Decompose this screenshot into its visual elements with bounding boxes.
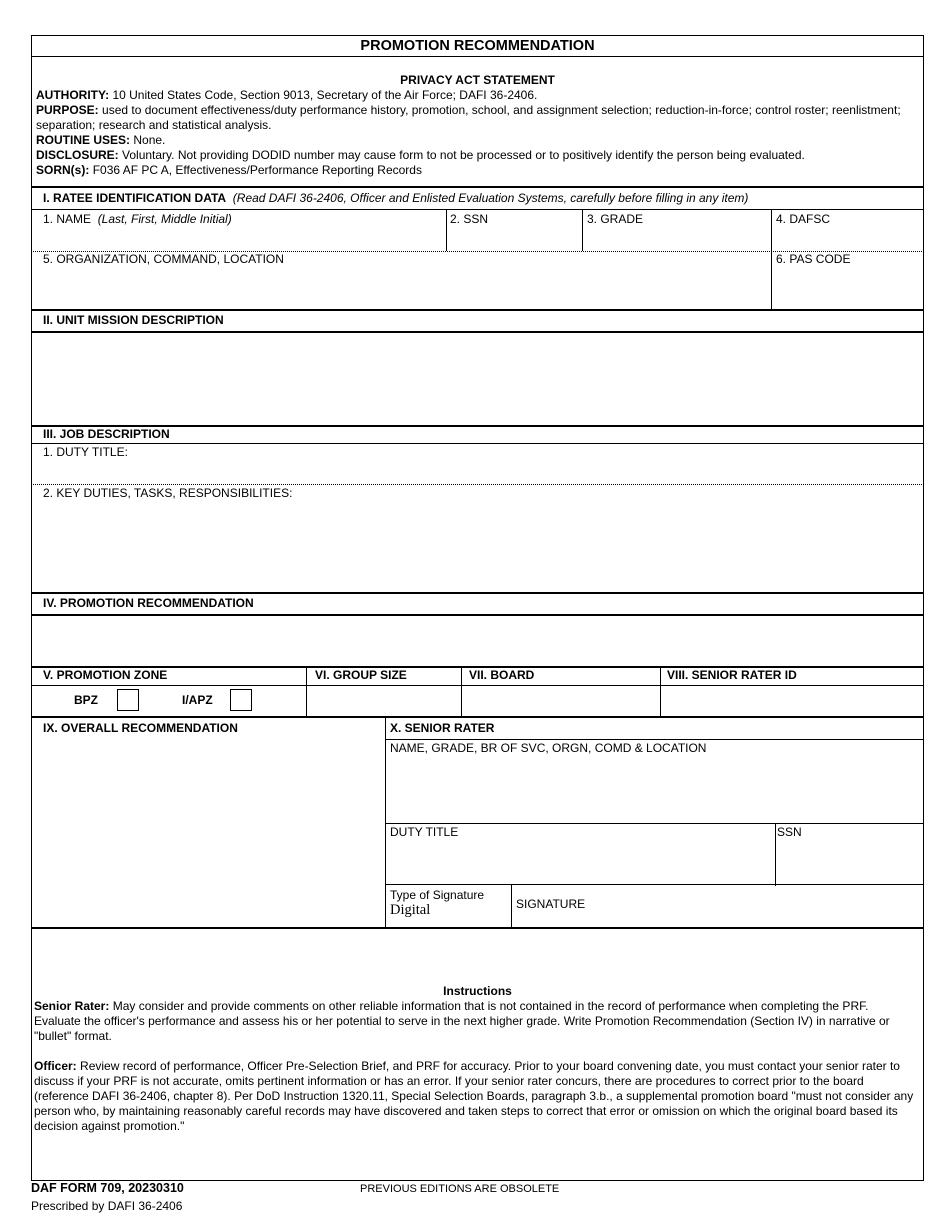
grade-field[interactable]	[584, 228, 769, 250]
dafsc-field[interactable]	[773, 228, 921, 250]
board-field[interactable]	[463, 687, 658, 714]
purpose-text: used to document effectiveness/duty performance history, promotion, school, and assignment selection; reduction-in-force; control roster; reenlistment; separation; research and statistical analysis.	[36, 103, 901, 132]
form-title: PROMOTION RECOMMENDATION	[360, 38, 595, 54]
grade-label: 3. GRADE	[587, 212, 644, 226]
duty-title-label: 1. DUTY TITLE:	[43, 445, 128, 459]
authority-text: 10 United States Code, Section 9013, Secretary of the Air Force; DAFI 36-2406.	[112, 88, 538, 102]
section8-heading: VIII. SENIOR RATER ID	[667, 668, 797, 682]
purpose-label: PURPOSE:	[36, 103, 99, 117]
sig-type-value[interactable]: Digital	[390, 902, 431, 918]
bpz-label: BPZ	[74, 693, 98, 707]
pas-label: 6. PAS CODE	[776, 252, 851, 266]
senior-rater-instructions-text: May consider and provide comments on other reliable information that is not contained in the record of performance when completing the PRF. Evaluate the officer's performance and assess his or her potential to serve in the next higher grade. Write Promotion Recommendation (Section IV) in narrative or "bullet" format.	[34, 999, 890, 1043]
sr-name-label: NAME, GRADE, BR OF SVC, ORGN, COMD & LOCATION	[390, 741, 707, 755]
sr-duty-title-field[interactable]	[388, 841, 772, 883]
section1-note: (Read DAFI 36-2406, Officer and Enlisted Evaluation Systems, carefully before filling in any item)	[232, 191, 749, 205]
iapz-label: I/APZ	[182, 693, 213, 707]
footer-obsolete: PREVIOUS EDITIONS ARE OBSOLETE	[360, 1183, 560, 1195]
bpz-checkbox[interactable]	[117, 689, 139, 711]
duty-title-field[interactable]	[33, 460, 921, 482]
sr-name-field[interactable]	[388, 757, 921, 821]
section2-heading: II. UNIT MISSION DESCRIPTION	[43, 313, 224, 327]
authority-label: AUTHORITY:	[36, 88, 110, 102]
ssn-field[interactable]	[448, 228, 580, 250]
disclosure-label: DISCLOSURE:	[36, 148, 119, 162]
senior-rater-instructions-label: Senior Rater:	[34, 999, 110, 1013]
officer-instructions	[34, 1059, 918, 1134]
sorn-text: F036 AF PC A, Effectiveness/Performance Reporting Records	[92, 163, 422, 177]
footer-form-number: DAF FORM 709, 20230310	[31, 1181, 184, 1195]
disclosure-text: Voluntary. Not providing DODID number may cause form to not be processed or to positively identify the person being evaluated.	[122, 148, 805, 162]
ssn-label: 2. SSN	[450, 212, 489, 226]
footer-prescribed: Prescribed by DAFI 36-2406	[31, 1199, 183, 1213]
group-size-field[interactable]	[308, 687, 459, 714]
org-field[interactable]	[33, 268, 769, 308]
instructions-heading: Instructions	[443, 984, 512, 998]
key-duties-label: 2. KEY DUTIES, TASKS, RESPONSIBILITIES:	[43, 486, 293, 500]
officer-instructions-text: Review record of performance, Officer Pre-Selection Brief, and PRF for accuracy. Prior to your board convening date, you must contact your senior rater to discuss if your PRF is not accurate, omits pertinent information or has an error. If your senior rater concurs, there are procedures to correct prior to the board (reference DAFI 36-2406, chapter 8). Per DoD Instruction 1320.11, Special Selection Boards, paragraph 3.b., a supplemental promotion board "must not consider any person who, by maintaining reasonably careful records may have discovered and taken steps to correct that error or omission on which the original board based its decision against promotion."	[34, 1059, 914, 1133]
officer-instructions-label: Officer:	[34, 1059, 77, 1073]
overall-recommendation-field[interactable]	[33, 741, 383, 925]
name-field[interactable]	[33, 228, 445, 250]
name-label-text: 1. NAME	[43, 212, 92, 226]
senior-rater-instructions	[34, 999, 918, 1044]
privacy-heading: PRIVACY ACT STATEMENT	[400, 73, 555, 87]
promotion-recommendation-field[interactable]	[33, 617, 921, 664]
sr-ssn-field[interactable]	[778, 841, 921, 883]
sig-type-label: Type of Signature	[390, 888, 485, 902]
sr-ssn-label: SSN	[777, 825, 802, 839]
iapz-checkbox[interactable]	[230, 689, 252, 711]
section1-title: I. RATEE IDENTIFICATION DATA	[43, 191, 227, 205]
section1-heading	[43, 191, 748, 205]
section3-heading: III. JOB DESCRIPTION	[43, 427, 170, 441]
section5-heading: V. PROMOTION ZONE	[43, 668, 168, 682]
key-duties-field[interactable]	[33, 502, 921, 590]
unit-mission-field[interactable]	[33, 334, 921, 424]
pas-field[interactable]	[773, 268, 921, 308]
section7-heading: VII. BOARD	[469, 668, 535, 682]
section4-heading: IV. PROMOTION RECOMMENDATION	[43, 596, 254, 610]
senior-rater-id-field[interactable]	[662, 687, 921, 714]
section9-heading: IX. OVERALL RECOMMENDATION	[43, 721, 238, 735]
signature-field[interactable]	[590, 887, 921, 925]
routine-text: None.	[133, 133, 166, 147]
sorn-label: SORN(s):	[36, 163, 90, 177]
section6-heading: VI. GROUP SIZE	[315, 668, 407, 682]
org-label: 5. ORGANIZATION, COMMAND, LOCATION	[43, 252, 284, 266]
name-label-note: (Last, First, Middle Initial)	[97, 212, 232, 226]
signature-label: SIGNATURE	[516, 897, 586, 911]
dafsc-label: 4. DAFSC	[776, 212, 831, 226]
name-label	[43, 212, 232, 226]
privacy-statement	[36, 88, 916, 178]
sr-duty-title-label: DUTY TITLE	[390, 825, 459, 839]
section10-heading: X. SENIOR RATER	[390, 721, 495, 735]
routine-label: ROUTINE USES:	[36, 133, 131, 147]
